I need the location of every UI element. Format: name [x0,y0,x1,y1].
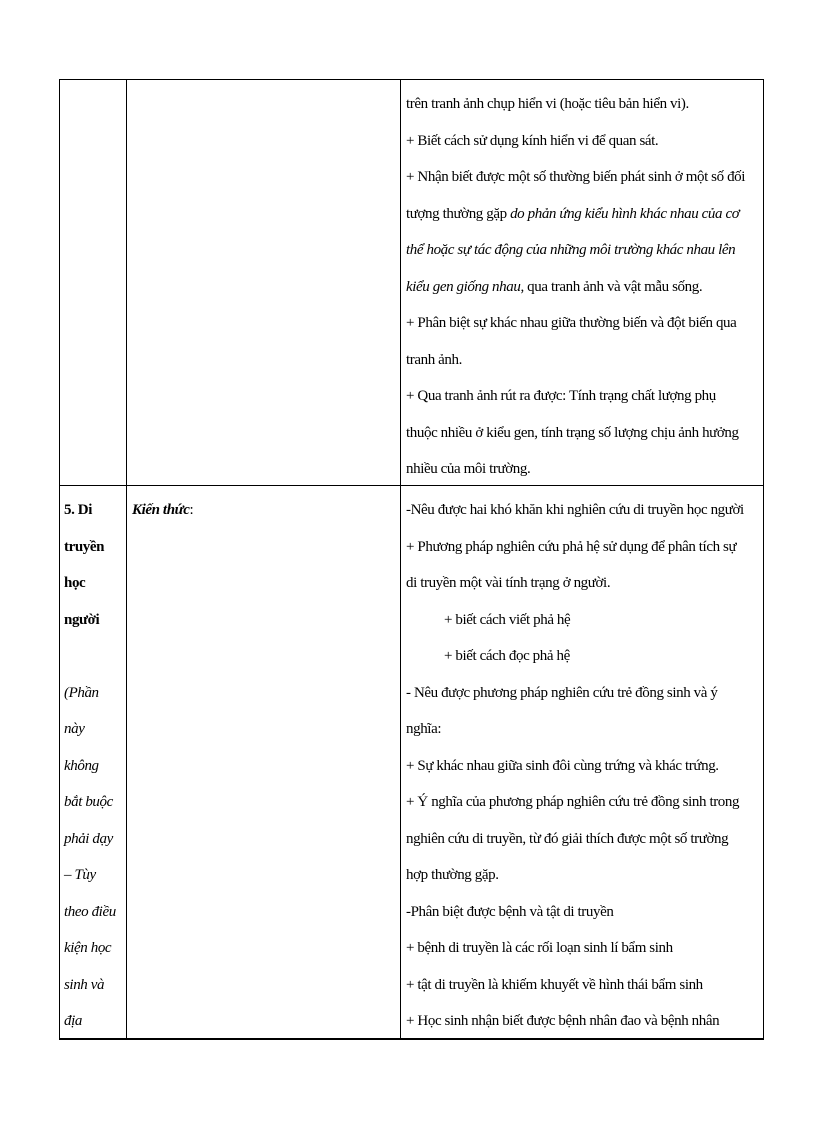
row2-content-cell [406,492,762,1040]
content-line: -Nêu được hai khó khăn khi nghiên cứu di truyền học người [406,502,744,518]
knowledge-colon: : [189,502,194,518]
content-line: + Ý nghĩa của phương pháp nghiên cứu trẻ đồng sinh trong [406,794,740,810]
topic-note-line: kiện học [64,940,112,956]
content-line: hợp thường gặp. [406,867,499,883]
content-line: + Sự khác nhau giữa sinh đôi cùng trứng và khác trứng. [406,757,719,774]
content-line: - Nêu được phương pháp nghiên cứu trẻ đồng sinh và ý [406,684,718,701]
content-line: + tật di truyền là khiếm khuyết về hình thái bẩm sinh [406,976,703,993]
topic-title-line: 5. Di [64,502,93,518]
topic-note-line: sinh và [64,976,105,993]
knowledge-label: Kiến thức [132,502,190,518]
content-line: + biết cách đọc phả hệ [444,648,570,664]
row2-topic-cell [64,492,124,1040]
content-line: + bệnh di truyền là các rối loạn sinh lí bẩm sinh [406,940,673,956]
content-line: thể hoặc sự tác động của những môi trường khác nhau lên [406,242,736,258]
topic-note-line: phải dạy [64,830,113,847]
content-line: trên tranh ảnh chụp hiển vi (hoặc tiêu bản hiển vi). [406,96,689,112]
topic-note-line: theo điều [64,903,116,920]
content-text-italic: kiểu gen giống nhau [406,278,521,295]
topic-note-line: này [64,721,85,737]
topic-title-line: người [64,611,100,628]
content-line: -Phân biệt được bệnh và tật di truyền [406,903,614,920]
content-line: + Biết cách sử dụng kính hiển vi để quan sát. [406,132,659,149]
topic-title-line: học [64,575,86,591]
spacer [64,638,124,675]
topic-note-line: không [64,757,99,774]
table-left-border [59,79,60,1040]
topic-note-line: – Tùy [64,867,96,883]
table-top-border [59,79,764,80]
topic-note-line: địa [64,1013,82,1029]
knowledge-label-line [132,492,396,529]
column-divider-1 [126,79,127,1040]
row2-label-cell [132,492,396,529]
content-line [406,269,762,306]
column-divider-2 [400,79,401,1040]
content-line: + Phân biệt sự khác nhau giữa thường biến và đột biến qua [406,315,737,331]
content-text: , qua tranh ảnh và vật mẫu sống. [520,278,703,295]
content-line: tranh ảnh. [406,351,462,368]
content-line: + Phương pháp nghiên cứu phả hệ sử dụng để phân tích sự [406,538,737,555]
content-text: tượng thường gặp [406,205,511,222]
content-line: + Học sinh nhận biết được bệnh nhân đao và bệnh nhân [406,1013,720,1029]
content-line: + Qua tranh ảnh rút ra được: Tính trạng chất lượng phụ [406,388,716,404]
content-line: thuộc nhiều ở kiểu gen, tính trạng số lượng chịu ảnh hưởng [406,424,739,441]
topic-note-line: (Phần [64,684,99,701]
content-line: nghiên cứu di truyền, từ đó giải thích được một số trường [406,830,729,847]
content-line: + Nhận biết được một số thường biến phát sinh ở một số đối [406,169,746,185]
table-right-border [763,79,764,1040]
content-text-italic: do phản ứng kiểu hình khác nhau của cơ [510,205,740,222]
topic-title-line: truyền [64,538,105,555]
row1-content-cell [406,86,762,488]
content-line: + biết cách viết phả hệ [444,611,571,628]
content-line: nhiều của môi trường. [406,461,531,477]
content-line: di truyền một vài tính trạng ở người. [406,575,611,591]
content-line [406,196,762,233]
topic-note-line: bắt buộc [64,794,113,810]
content-line: nghĩa: [406,721,442,737]
